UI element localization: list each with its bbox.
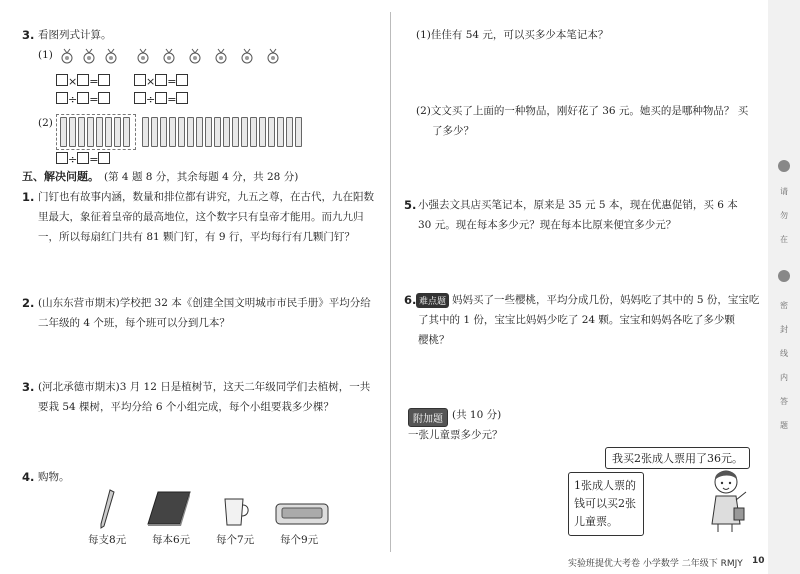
equation-div-1: ÷ = <box>56 92 110 106</box>
column-divider <box>390 12 391 552</box>
p3-line1: (河北承德市期末)3 月 12 日是植树节，这天二年级同学们去植树，一共 <box>38 381 371 393</box>
binding-margin <box>768 0 800 574</box>
pencil-icon <box>160 117 167 147</box>
binding-hole-icon <box>778 160 790 172</box>
p1-line2: 里最大，象征着皇帝的最高地位，这个数字只有皇帝才能用。而九九归 <box>38 211 364 223</box>
p2-number: 2. <box>22 296 35 310</box>
p1-number: 1. <box>22 190 35 204</box>
answer-box[interactable] <box>56 74 68 86</box>
margin-char: 内 <box>780 373 788 382</box>
p4-q2-line1: (2)文文买了上面的一种物品，刚好花了 36 元。她买的是哪种物品？ 买 <box>416 105 749 117</box>
pencil-icon <box>277 117 284 147</box>
item-price-label: 每个7元 <box>216 534 255 546</box>
answer-box[interactable] <box>176 92 188 104</box>
pencil-icon <box>87 117 94 147</box>
pencil-icon <box>259 117 266 147</box>
binding-hole-icon <box>778 270 790 282</box>
extra-question: 一张儿童票多少元？ <box>408 429 503 441</box>
answer-box[interactable] <box>176 74 188 86</box>
item-price-label: 每本6元 <box>152 534 191 546</box>
p5-line2: 30 元。现在每本多少元？现在每本比原来便宜多少元？ <box>418 219 677 231</box>
pencil-icon <box>69 117 76 147</box>
p6-line2: 了其中的 1 份，宝宝比妈妈少吃了 24 颗。宝宝和妈妈各吃了多少颗 <box>418 314 735 326</box>
flower-icon <box>264 48 282 64</box>
difficulty-tag: 难点题 <box>416 293 449 308</box>
answer-box[interactable] <box>98 152 110 164</box>
p6-line1: 妈妈买了一些樱桃，平均分成几份，妈妈吃了其中的 5 份，宝宝吃 <box>452 294 760 306</box>
pencil-icon <box>232 117 239 147</box>
item-price-label: 每个9元 <box>280 534 319 546</box>
flower-icon <box>80 48 98 64</box>
answer-box[interactable] <box>134 74 146 86</box>
pencil-icon <box>78 117 85 147</box>
margin-char: 勿 <box>780 211 788 220</box>
answer-box[interactable] <box>98 74 110 86</box>
p3-number: 3. <box>22 380 35 394</box>
margin-char: 答 <box>780 397 788 406</box>
item-price-label: 每支8元 <box>88 534 127 546</box>
hint-line: 1张成人票的 <box>574 479 636 492</box>
pencil-icon <box>60 117 67 147</box>
answer-box[interactable] <box>134 92 146 104</box>
margin-char: 密 <box>780 301 788 310</box>
margin-char: 题 <box>780 421 788 430</box>
pencil-icon <box>295 117 302 147</box>
extra-question-tag: 附加题 <box>408 408 448 427</box>
q3-sub2-label: (2) <box>38 117 53 129</box>
pencil-icon <box>178 117 185 147</box>
pencil-icon <box>114 117 121 147</box>
notebook-icon <box>146 490 192 528</box>
flower-icon <box>186 48 204 64</box>
p3-line2: 要栽 54 棵树，平均分给 6 个小组完成，每个小组要栽多少棵？ <box>38 401 334 413</box>
pencil-icon <box>223 117 230 147</box>
answer-box[interactable] <box>155 92 167 104</box>
p4-number: 4. <box>22 470 35 484</box>
girl-illustration <box>704 464 750 534</box>
margin-char: 在 <box>780 235 788 244</box>
pencil-icon <box>142 117 149 147</box>
flower-icon <box>160 48 178 64</box>
answer-box[interactable] <box>77 74 89 86</box>
pencil-icon <box>268 117 275 147</box>
p5-line1: 小强去文具店买笔记本，原来是 35 元 5 本，现在优惠促销，买 6 本 <box>418 199 738 211</box>
hint-line: 钱可以买2张 <box>574 497 636 510</box>
flower-icon <box>102 48 120 64</box>
equation-mul-2: × = <box>134 74 188 88</box>
pencil-icon <box>196 117 203 147</box>
q3-number: 3. <box>22 28 35 42</box>
pencil-icon <box>250 117 257 147</box>
pencil-icon <box>187 117 194 147</box>
pencil-icon <box>169 117 176 147</box>
margin-char: 请 <box>780 187 788 196</box>
footer-text: 实验班提优大考卷 小学数学 二年级下 RMJY <box>568 559 743 569</box>
hint-box <box>568 472 644 536</box>
speech-bubble-adult-ticket: 我买2张成人票用了36元。 <box>605 447 750 469</box>
p1-line3: 一，所以每扇红门共有 81 颗门钉，有 9 行，平均每行有几颗门钉？ <box>38 231 355 243</box>
answer-box[interactable] <box>77 152 89 164</box>
p1-line1: 门钉也有故事内涵，数量和排位都有讲究，九五之尊，在古代，九在阳数 <box>38 191 374 203</box>
answer-box[interactable] <box>155 74 167 86</box>
answer-box[interactable] <box>56 92 68 104</box>
flower-icon <box>58 48 76 64</box>
q3-sub1-label: (1) <box>38 49 53 61</box>
p4-q1: (1)佳佳有 54 元，可以买多少本笔记本？ <box>416 29 609 41</box>
pencil-icon <box>205 117 212 147</box>
hint-line: 儿童票。 <box>574 515 618 528</box>
flower-icon <box>212 48 230 64</box>
answer-box[interactable] <box>98 92 110 104</box>
pencil-icon <box>241 117 248 147</box>
answer-box[interactable] <box>77 92 89 104</box>
q3-title: 看图列式计算。 <box>38 29 112 41</box>
p5-number: 5. <box>404 198 417 212</box>
pen-icon <box>96 488 120 530</box>
p6-number: 6. <box>404 293 417 307</box>
section-note: (第 4 题 8 分，其余每题 4 分，共 28 分) <box>104 171 299 183</box>
pencil-icon <box>286 117 293 147</box>
pencil-icon <box>96 117 103 147</box>
p2-line2: 二年级的 4 个班，每个班可以分到几本？ <box>38 317 230 329</box>
p4-q2-line2: 了多少？ <box>432 125 474 137</box>
answer-box[interactable] <box>56 152 68 164</box>
pencil-icon <box>151 117 158 147</box>
flower-icon <box>238 48 256 64</box>
section-heading: 五、解决问题。 <box>22 170 99 183</box>
equation-div-3: ÷ = <box>56 152 110 166</box>
p6-line3: 樱桃？ <box>418 334 450 346</box>
pencil-icon <box>105 117 112 147</box>
equation-div-2: ÷ = <box>134 92 188 106</box>
margin-char: 封 <box>780 325 788 334</box>
page-number: 10 <box>752 556 765 566</box>
p4-title: 购物。 <box>38 471 70 483</box>
pencil-icon <box>214 117 221 147</box>
equation-mul-1: × = <box>56 74 110 88</box>
flower-icon <box>134 48 152 64</box>
pencil-case-icon <box>274 500 330 528</box>
cup-icon <box>222 496 252 528</box>
pencil-icon <box>123 117 130 147</box>
extra-points: (共 10 分) <box>452 409 502 421</box>
margin-char: 线 <box>780 349 788 358</box>
p2-line1: (山东东营市期末)学校把 32 本《创建全国文明城市市民手册》平均分给 <box>38 297 371 309</box>
